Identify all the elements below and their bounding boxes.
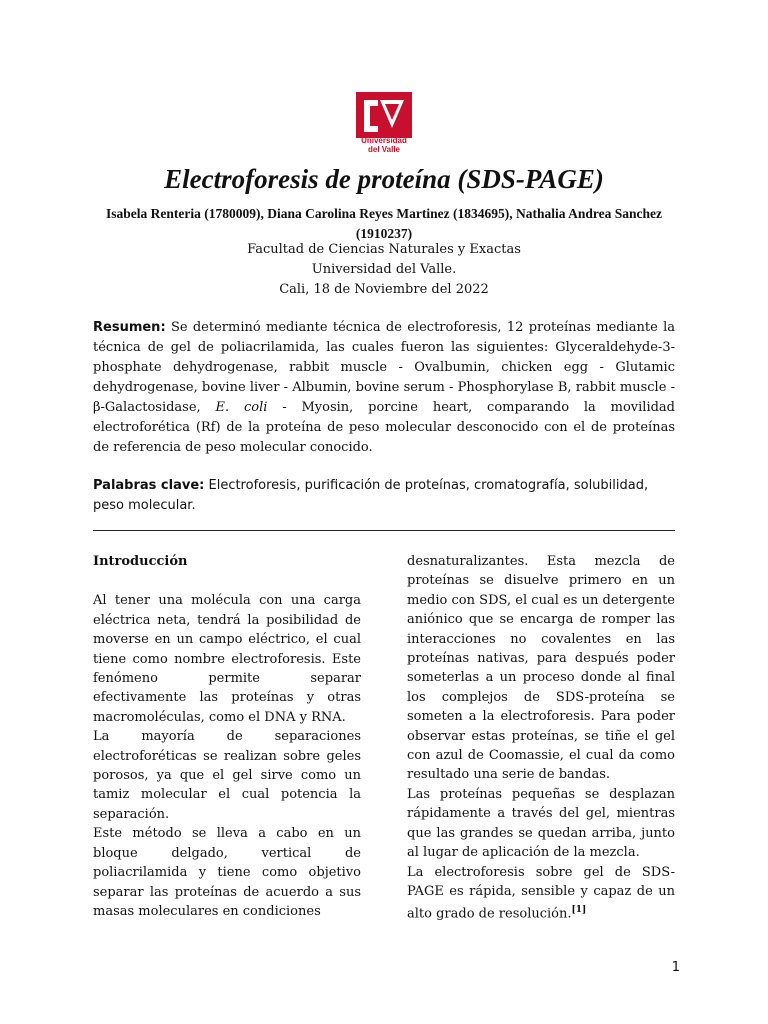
introduction-heading: Introducción (93, 554, 188, 569)
author-list: Isabela Renteria (1780009), Diana Carolina Reyes Martinez (1834695), Nathalia Andrea Sanchez (1910237) (106, 206, 662, 241)
right-column (407, 552, 675, 924)
section-divider (93, 530, 675, 531)
intro-paragraph-4: Las proteínas pequeñas se desplazan rápidamente a través del gel, mientras que las grandes se quedan arriba, junto al lugar de aplicación de la mezcla. (407, 786, 675, 861)
abstract-text-b: - Myosin, porcine heart, comparando la movilidad electroforética (Rf) de la proteína de peso molecular desconocido con el de proteínas de referencia de peso molecular conocido. (93, 400, 675, 455)
intro-paragraph-3-continued: desnaturalizantes. Esta mezcla de proteínas se disuelve primero en un medio con SDS, el cual es un detergente aniónico que se encarga de romper las interacciones no covalentes en las proteínas nativas, para después poder someterlas a un proceso donde al final los complejos de SDS-proteína se someten a la electroforesis. Para poder observar estas proteínas, se tiñe el gel con azul de Coomassie, el cual da como resultado una serie de bandas. (407, 554, 675, 783)
abstract-label: Resumen: (93, 320, 166, 335)
intro-paragraph-2: La mayoría de separaciones electroforéticas se realizan sobre geles porosos, ya que el gel sirve como un tamiz molecular el cual potencia la separación. (93, 729, 361, 822)
citation-ref: [1] (571, 905, 587, 916)
intro-paragraph-1: Al tener una molécula con una carga eléctrica neta, tendrá la posibilidad de moverse en un campo eléctrico, el cual tiene como nombre electroforesis. Este fenómeno permite separar efectivamente las proteínas y otras macromoléculas, como el DNA y RNA. (93, 593, 361, 725)
paper-title: Electroforesis de proteína (SDS-PAGE) (164, 164, 604, 194)
abstract (93, 318, 675, 458)
keywords-text: Electroforesis, purificación de proteínas, cromatografía, solubilidad, peso molecular. (93, 478, 649, 513)
logo-text-line2: del Valle (367, 145, 401, 154)
intro-paragraph-5-text: La electroforesis sobre gel de SDS-PAGE es rápida, sensible y capaz de un alto grado de resolución. (407, 864, 675, 922)
intro-paragraph-5 (407, 863, 675, 925)
intro-paragraph-3: Este método se lleva a cabo en un bloque delgado, vertical de poliacrilamida y tiene como objetivo separar las proteínas de acuerdo a sus masas moleculares en condiciones (93, 826, 361, 919)
faculty: Facultad de Ciencias Naturales y Exactas (247, 242, 521, 257)
place-date: Cali, 18 de Noviembre del 2022 (279, 282, 489, 297)
logo-wordmark (350, 136, 418, 154)
university-logo-icon (356, 92, 412, 138)
keywords (93, 476, 675, 516)
university: Universidad del Valle. (311, 262, 457, 277)
logo-text-line1: Universidad (361, 136, 407, 145)
abstract-text-a: Se determinó mediante técnica de electroforesis, 12 proteínas mediante la técnica de gel de poliacrilamida, las cuales fueron las siguientes: Glyceraldehyde-3-phosphate dehydrogenase, rabbit muscle - Ovalbumin, chicken egg - Glutamic dehydrogenase, bovine liver - Albumin, bovine serum - Phosphorylase B, rabbit muscle - β-Galactosidase, (93, 320, 675, 415)
page-number: 1 (671, 960, 680, 975)
left-column (93, 552, 361, 921)
abstract-italic: E. coli (215, 400, 268, 415)
university-logo (356, 92, 412, 156)
keywords-label: Palabras clave: (93, 478, 205, 493)
